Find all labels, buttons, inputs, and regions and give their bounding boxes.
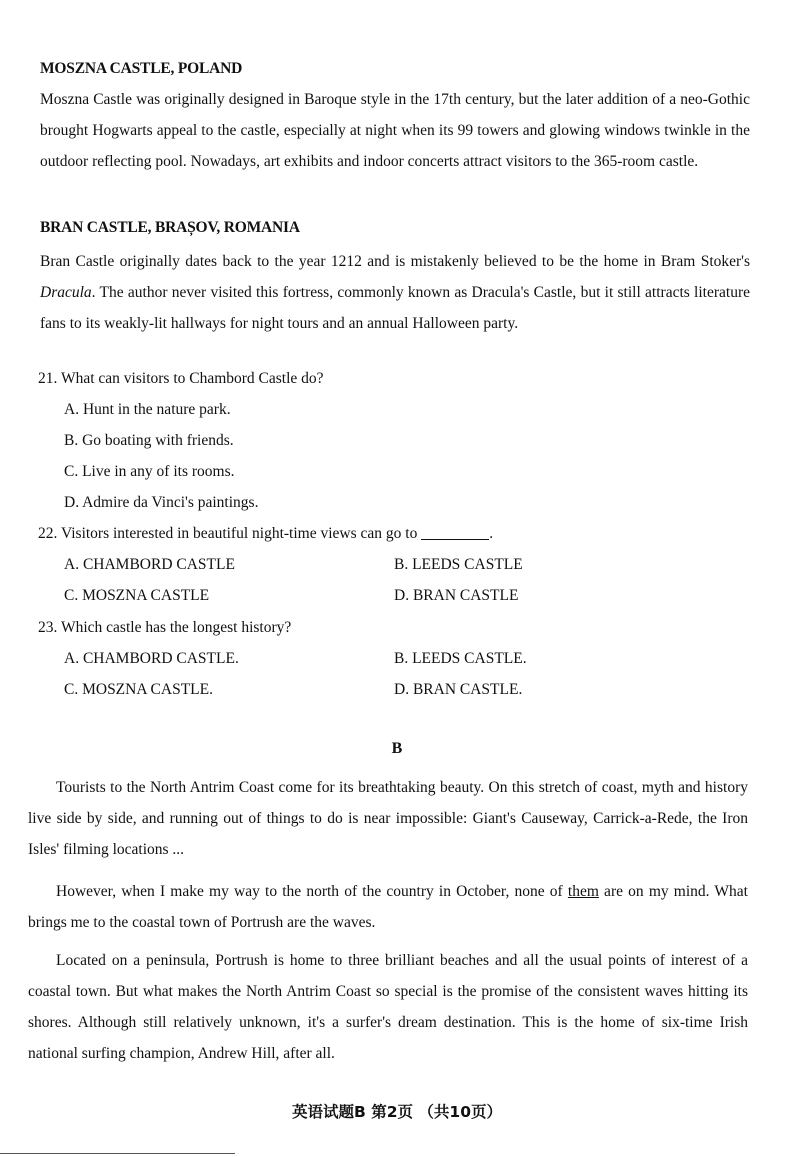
- bran-text-after: . The author never visited this fortress, commonly known as Dracula's Castle, but it still attracts literature fans to its weakly-lit hallways for night tours and an annual Halloween party.: [40, 284, 750, 332]
- question-22-stem-text: 22. Visitors interested in beautiful night-time views can go to: [38, 525, 418, 542]
- section-b-label: B: [391, 740, 403, 757]
- question-21-option-d: D. Admire da Vinci's paintings.: [64, 494, 259, 511]
- bran-heading: BRAN CASTLE, BRAȘOV, ROMANIA: [40, 219, 300, 236]
- question-23-option-a: A. CHAMBORD CASTLE.: [64, 650, 239, 667]
- question-22-stem-end: .: [489, 525, 494, 542]
- bottom-divider: [0, 1153, 235, 1154]
- bran-paragraph: [40, 246, 750, 339]
- question-21-option-a: A. Hunt in the nature park.: [64, 401, 231, 418]
- answer-blank: [421, 525, 489, 540]
- question-21-option-b: B. Go boating with friends.: [64, 432, 234, 449]
- moszna-paragraph: Moszna Castle was originally designed in Baroque style in the 17th century, but the later addition of a neo-Gothic brought Hogwarts appeal to the castle, especially at night when its 99 towers and glowing windows twinkle in the outdoor reflecting pool. Nowadays, art exhibits and indoor concerts attract visitors to the 365-room castle.: [40, 91, 750, 170]
- question-22-stem: [38, 525, 493, 543]
- part-b-paragraph-2: [28, 876, 748, 938]
- question-23-option-d: D. BRAN CASTLE.: [394, 681, 523, 698]
- question-21-stem: 21. What can visitors to Chambord Castle do?: [38, 370, 324, 387]
- question-23-option-b: B. LEEDS CASTLE.: [394, 650, 527, 667]
- question-22-option-c: C. MOSZNA CASTLE: [64, 587, 210, 604]
- moszna-heading: MOSZNA CASTLE, POLAND: [40, 60, 243, 77]
- bran-text-before: Bran Castle originally dates back to the year 1212 and is mistakenly believed to be the home in Bram Stoker's: [40, 253, 750, 270]
- question-23-option-c: C. MOSZNA CASTLE.: [64, 681, 213, 698]
- question-22-option-a: A. CHAMBORD CASTLE: [64, 556, 235, 573]
- bran-text-italic: Dracula: [40, 284, 92, 301]
- part-b-paragraph-3: Located on a peninsula, Portrush is home to three brilliant beaches and all the usual points of interest of a coastal town. But what makes the North Antrim Coast so special is the promise of the consistent waves hitting its shores. Although still relatively unknown, it's a surfer's dream destination. This is the home of six-time Irish national surfing champion, Andrew Hill, after all.: [28, 952, 748, 1062]
- question-22-option-b: B. LEEDS CASTLE: [394, 556, 523, 573]
- part-b-p2-after: are on my mind. What brings me to the coastal town of Portrush are the waves.: [28, 883, 748, 931]
- question-21-option-c: C. Live in any of its rooms.: [64, 463, 235, 480]
- question-23-stem: 23. Which castle has the longest history?: [38, 619, 292, 636]
- part-b-p2-before: However, when I make my way to the north of the country in October, none of: [56, 883, 568, 900]
- part-b-p2-underlined: them: [567, 883, 599, 900]
- page-footer: 英语试题B 第2页 （共10页）: [292, 1103, 502, 1121]
- part-b-paragraph-1: Tourists to the North Antrim Coast come for its breathtaking beauty. On this stretch of coast, myth and history live side by side, and running out of things to do is near impossible: Giant's Causeway, Carrick-a-Rede, the Iron Isles' filming locations ...: [28, 779, 748, 858]
- question-22-option-d: D. BRAN CASTLE: [394, 587, 519, 604]
